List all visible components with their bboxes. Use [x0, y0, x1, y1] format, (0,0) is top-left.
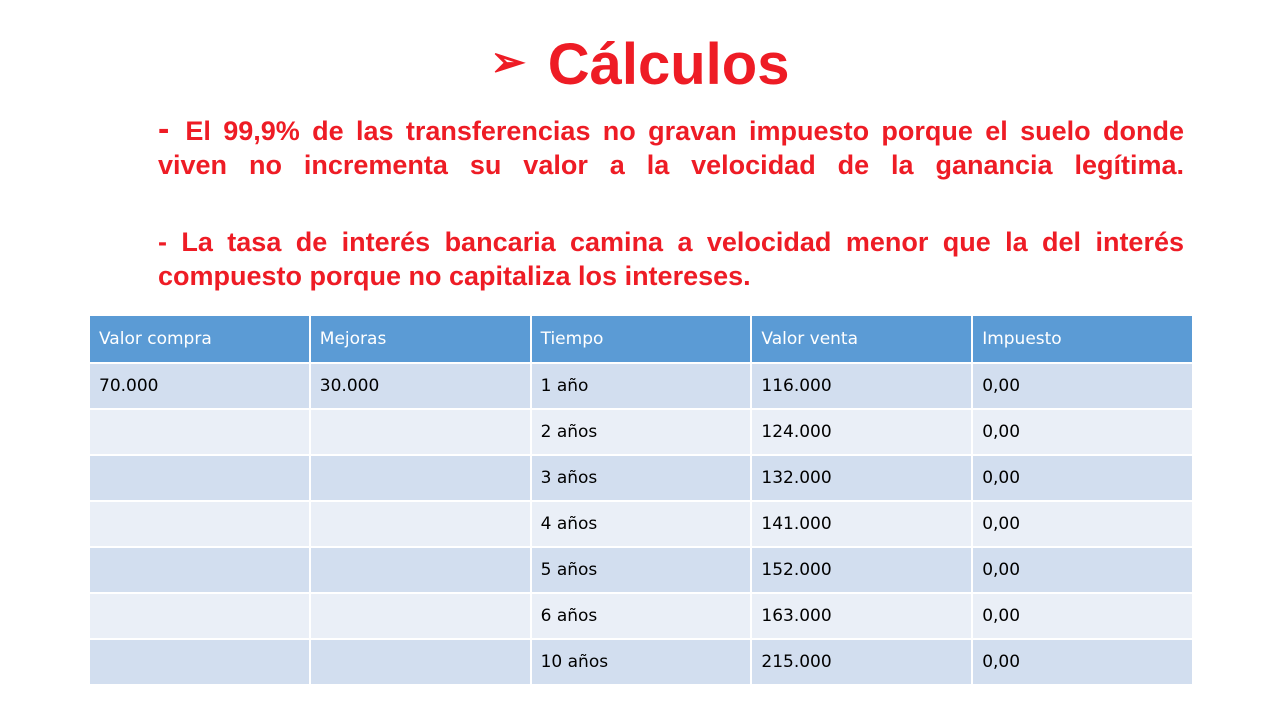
cell-valor-compra	[89, 409, 310, 455]
table-row	[89, 363, 1193, 409]
cell-valor-compra	[89, 547, 310, 593]
table-header-row	[89, 315, 1193, 363]
cell-tiempo: 10 años	[531, 639, 752, 685]
cell-valor-venta: 141.000	[751, 501, 972, 547]
arrow-bullet-icon: ➢	[490, 38, 526, 85]
cell-tiempo: 5 años	[531, 547, 752, 593]
cell-mejoras	[310, 547, 531, 593]
cell-mejoras	[310, 593, 531, 639]
paragraph-2: - La tasa de interés bancaria camina a velocidad menor que la del interés compuesto porque no capitaliza los intereses.	[158, 227, 1184, 291]
cell-impuesto: 0,00	[972, 501, 1193, 547]
dash-bullet: -	[158, 110, 170, 148]
table-row	[89, 639, 1193, 685]
header-tiempo: Tiempo	[531, 315, 752, 363]
header-impuesto: Impuesto	[972, 315, 1193, 363]
cell-tiempo: 2 años	[531, 409, 752, 455]
cell-tiempo: 1 año	[531, 363, 752, 409]
header-valor-compra: Valor compra	[89, 315, 310, 363]
cell-valor-venta: 132.000	[751, 455, 972, 501]
cell-mejoras	[310, 409, 531, 455]
cell-mejoras	[310, 501, 531, 547]
cell-valor-venta: 152.000	[751, 547, 972, 593]
slide-title-text: Cálculos	[547, 32, 790, 97]
cell-tiempo: 3 años	[531, 455, 752, 501]
table-row	[89, 547, 1193, 593]
cell-impuesto: 0,00	[972, 547, 1193, 593]
header-mejoras: Mejoras	[310, 315, 531, 363]
cell-valor-compra: 70.000	[89, 363, 310, 409]
cell-impuesto: 0,00	[972, 363, 1193, 409]
cell-valor-venta: 215.000	[751, 639, 972, 685]
cell-valor-venta: 124.000	[751, 409, 972, 455]
header-valor-venta: Valor venta	[751, 315, 972, 363]
cell-mejoras: 30.000	[310, 363, 531, 409]
cell-valor-compra	[89, 593, 310, 639]
cell-mejoras	[310, 639, 531, 685]
cell-mejoras	[310, 455, 531, 501]
cell-tiempo: 4 años	[531, 501, 752, 547]
cell-impuesto: 0,00	[972, 409, 1193, 455]
cell-valor-compra	[89, 639, 310, 685]
cell-valor-compra	[89, 455, 310, 501]
cell-valor-venta: 163.000	[751, 593, 972, 639]
cell-valor-compra	[89, 501, 310, 547]
paragraph-1-text: El 99,9% de las transferencias no gravan impuesto porque el suelo donde viven no incrementa su valor a la velocidad de la ganancia legítima.	[158, 116, 1184, 180]
cell-valor-venta: 116.000	[751, 363, 972, 409]
cell-impuesto: 0,00	[972, 455, 1193, 501]
table-row	[89, 593, 1193, 639]
calculation-table	[88, 314, 1194, 686]
table-row	[89, 455, 1193, 501]
paragraph-1	[158, 112, 1184, 182]
table-row	[89, 501, 1193, 547]
cell-tiempo: 6 años	[531, 593, 752, 639]
cell-impuesto: 0,00	[972, 639, 1193, 685]
cell-impuesto: 0,00	[972, 593, 1193, 639]
slide-title	[0, 28, 1280, 99]
table-row	[89, 409, 1193, 455]
